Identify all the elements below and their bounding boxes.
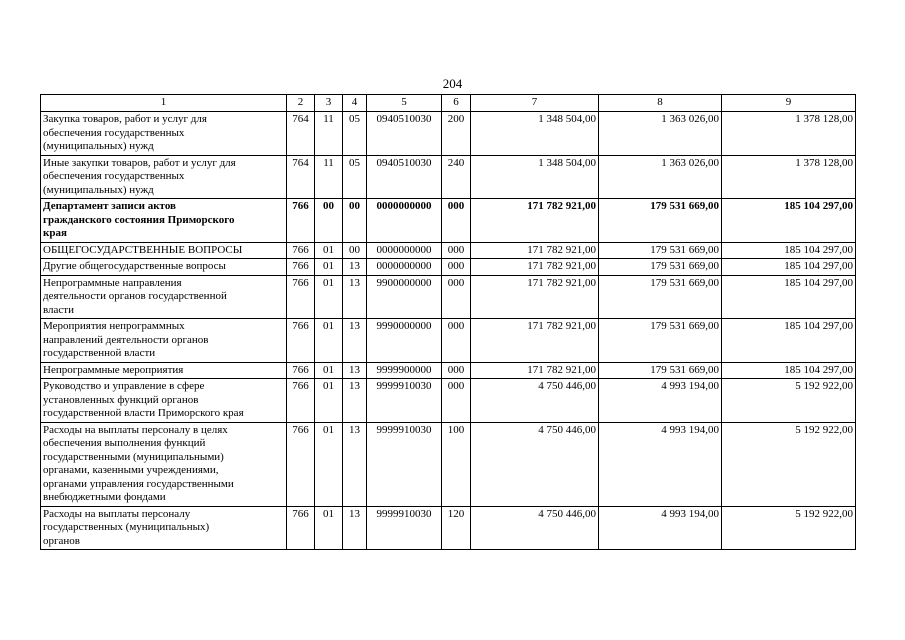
admin-code-cell: 766 <box>287 242 315 259</box>
amount-col7-cell: 171 782 921,00 <box>471 199 599 243</box>
amount-col7-cell: 4 750 446,00 <box>471 379 599 423</box>
target-article-cell: 0000000000 <box>367 199 442 243</box>
header-cell: 8 <box>599 95 722 112</box>
target-article-cell: 9900000000 <box>367 275 442 319</box>
header-cell: 7 <box>471 95 599 112</box>
target-article-cell: 9999910030 <box>367 506 442 550</box>
expense-type-cell: 000 <box>442 275 471 319</box>
expense-type-cell: 200 <box>442 112 471 156</box>
amount-col8-cell: 4 993 194,00 <box>599 506 722 550</box>
target-article-cell: 9999910030 <box>367 422 442 506</box>
subsection-cell: 05 <box>343 112 367 156</box>
amount-col9-cell: 185 104 297,00 <box>722 259 856 276</box>
header-cell: 6 <box>442 95 471 112</box>
table-row <box>41 199 856 243</box>
amount-col9-cell: 185 104 297,00 <box>722 199 856 243</box>
subsection-cell: 05 <box>343 155 367 199</box>
target-article-cell: 0940510030 <box>367 112 442 156</box>
amount-col7-cell: 171 782 921,00 <box>471 362 599 379</box>
amount-col7-cell: 4 750 446,00 <box>471 506 599 550</box>
header-cell: 9 <box>722 95 856 112</box>
row-name-cell: Закупка товаров, работ и услуг для обеспечения государственных (муниципальных) нужд <box>41 112 287 156</box>
admin-code-cell: 766 <box>287 379 315 423</box>
amount-col9-cell: 5 192 922,00 <box>722 422 856 506</box>
admin-code-cell: 766 <box>287 199 315 243</box>
amount-col8-cell: 1 363 026,00 <box>599 155 722 199</box>
table-row <box>41 242 856 259</box>
amount-col8-cell: 179 531 669,00 <box>599 362 722 379</box>
section-cell: 01 <box>315 275 343 319</box>
amount-col9-cell: 185 104 297,00 <box>722 362 856 379</box>
table-row <box>41 155 856 199</box>
expense-type-cell: 000 <box>442 362 471 379</box>
amount-col8-cell: 179 531 669,00 <box>599 275 722 319</box>
table-row <box>41 506 856 550</box>
amount-col9-cell: 185 104 297,00 <box>722 242 856 259</box>
admin-code-cell: 766 <box>287 259 315 276</box>
table-row <box>41 362 856 379</box>
expense-type-cell: 000 <box>442 199 471 243</box>
section-cell: 11 <box>315 112 343 156</box>
amount-col7-cell: 171 782 921,00 <box>471 275 599 319</box>
admin-code-cell: 766 <box>287 422 315 506</box>
expense-type-cell: 000 <box>442 319 471 363</box>
subsection-cell: 13 <box>343 422 367 506</box>
table-row <box>41 275 856 319</box>
table-row <box>41 259 856 276</box>
amount-col9-cell: 185 104 297,00 <box>722 319 856 363</box>
amount-col8-cell: 179 531 669,00 <box>599 259 722 276</box>
amount-col8-cell: 179 531 669,00 <box>599 199 722 243</box>
page-number: 204 <box>442 76 463 91</box>
amount-col8-cell: 4 993 194,00 <box>599 379 722 423</box>
amount-col9-cell: 1 378 128,00 <box>722 155 856 199</box>
section-cell: 00 <box>315 199 343 243</box>
admin-code-cell: 766 <box>287 362 315 379</box>
row-name-cell: Руководство и управление в сфере установленных функций органов государственной власти Приморского края <box>41 379 287 423</box>
target-article-cell: 0000000000 <box>367 259 442 276</box>
budget-table <box>40 94 856 550</box>
subsection-cell: 00 <box>343 242 367 259</box>
table-row <box>41 422 856 506</box>
amount-col7-cell: 1 348 504,00 <box>471 112 599 156</box>
header-cell: 2 <box>287 95 315 112</box>
amount-col8-cell: 4 993 194,00 <box>599 422 722 506</box>
subsection-cell: 13 <box>343 319 367 363</box>
amount-col8-cell: 1 363 026,00 <box>599 112 722 156</box>
expense-type-cell: 000 <box>442 259 471 276</box>
header-cell: 3 <box>315 95 343 112</box>
row-name-cell: Расходы на выплаты персоналу государственных (муниципальных) органов <box>41 506 287 550</box>
row-name-cell: Иные закупки товаров, работ и услуг для обеспечения государственных (муниципальных) нужд <box>41 155 287 199</box>
table-row <box>41 319 856 363</box>
row-name-cell: ОБЩЕГОСУДАРСТВЕННЫЕ ВОПРОСЫ <box>41 242 287 259</box>
table-row <box>41 379 856 423</box>
row-name-cell: Департамент записи актов гражданского состояния Приморского края <box>41 199 287 243</box>
header-cell: 5 <box>367 95 442 112</box>
target-article-cell: 0940510030 <box>367 155 442 199</box>
amount-col9-cell: 1 378 128,00 <box>722 112 856 156</box>
section-cell: 01 <box>315 506 343 550</box>
subsection-cell: 13 <box>343 259 367 276</box>
header-cell: 1 <box>41 95 287 112</box>
target-article-cell: 9999910030 <box>367 379 442 423</box>
amount-col8-cell: 179 531 669,00 <box>599 242 722 259</box>
header-cell: 4 <box>343 95 367 112</box>
subsection-cell: 00 <box>343 199 367 243</box>
section-cell: 01 <box>315 242 343 259</box>
subsection-cell: 13 <box>343 362 367 379</box>
amount-col9-cell: 5 192 922,00 <box>722 506 856 550</box>
amount-col7-cell: 4 750 446,00 <box>471 422 599 506</box>
header-row <box>41 95 856 112</box>
subsection-cell: 13 <box>343 379 367 423</box>
admin-code-cell: 766 <box>287 506 315 550</box>
amount-col7-cell: 171 782 921,00 <box>471 242 599 259</box>
expense-type-cell: 240 <box>442 155 471 199</box>
amount-col7-cell: 1 348 504,00 <box>471 155 599 199</box>
expense-type-cell: 000 <box>442 242 471 259</box>
expense-type-cell: 100 <box>442 422 471 506</box>
row-name-cell: Другие общегосударственные вопросы <box>41 259 287 276</box>
amount-col9-cell: 5 192 922,00 <box>722 379 856 423</box>
section-cell: 01 <box>315 362 343 379</box>
admin-code-cell: 764 <box>287 155 315 199</box>
admin-code-cell: 764 <box>287 112 315 156</box>
row-name-cell: Непрограммные мероприятия <box>41 362 287 379</box>
table-row <box>41 112 856 156</box>
subsection-cell: 13 <box>343 275 367 319</box>
admin-code-cell: 766 <box>287 275 315 319</box>
subsection-cell: 13 <box>343 506 367 550</box>
section-cell: 01 <box>315 379 343 423</box>
target-article-cell: 9990000000 <box>367 319 442 363</box>
amount-col8-cell: 179 531 669,00 <box>599 319 722 363</box>
section-cell: 01 <box>315 319 343 363</box>
amount-col7-cell: 171 782 921,00 <box>471 319 599 363</box>
target-article-cell: 9999900000 <box>367 362 442 379</box>
expense-type-cell: 120 <box>442 506 471 550</box>
admin-code-cell: 766 <box>287 319 315 363</box>
target-article-cell: 0000000000 <box>367 242 442 259</box>
row-name-cell: Расходы на выплаты персоналу в целях обеспечения выполнения функций государственными (муниципальными) органами, казенными учреждениями, органами управления государственными внебюджетными фондами <box>41 422 287 506</box>
amount-col7-cell: 171 782 921,00 <box>471 259 599 276</box>
section-cell: 01 <box>315 259 343 276</box>
section-cell: 11 <box>315 155 343 199</box>
expense-type-cell: 000 <box>442 379 471 423</box>
row-name-cell: Мероприятия непрограммных направлений деятельности органов государственной власти <box>41 319 287 363</box>
section-cell: 01 <box>315 422 343 506</box>
amount-col9-cell: 185 104 297,00 <box>722 275 856 319</box>
row-name-cell: Непрограммные направления деятельности органов государственной власти <box>41 275 287 319</box>
